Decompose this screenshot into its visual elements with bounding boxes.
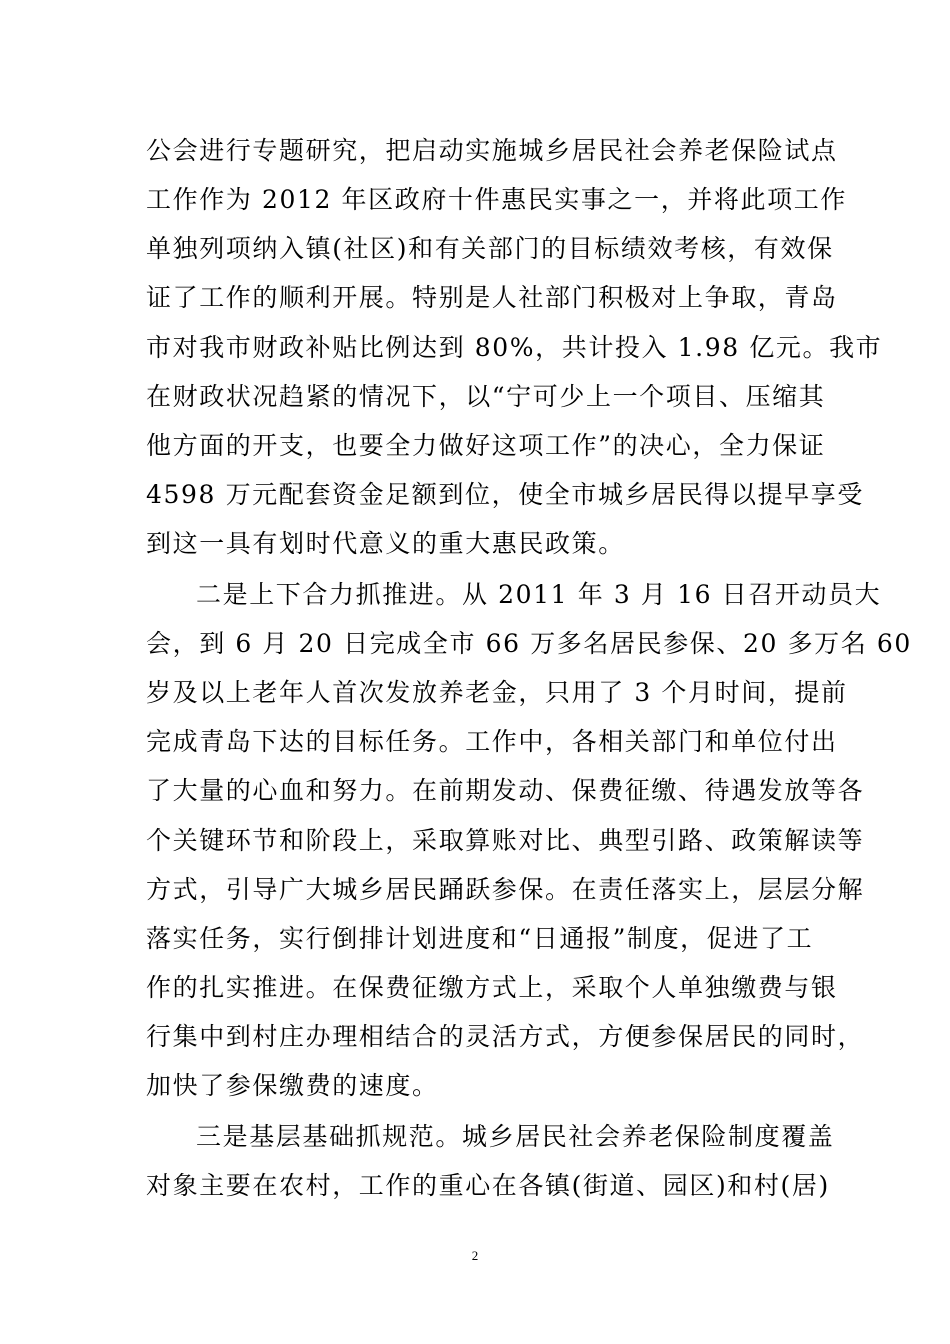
text-line: 岁及以上老年人首次发放养老金，只用了 3 个月时间，提前 — [146, 678, 848, 707]
text-line: 他方面的开支，也要全力做好这项工作”的决心，全力保证 — [146, 431, 826, 460]
text-line: 公会进行专题研究，把启动实施城乡居民社会养老保险试点 — [146, 136, 838, 165]
text-line: 工作作为 2012 年区政府十件惠民实事之一，并将此项工作 — [146, 185, 847, 214]
text-line: 单独列项纳入镇(社区)和有关部门的目标绩效考核，有效保 — [146, 234, 834, 263]
text-line: 了大量的心血和努力。在前期发动、保费征缴、待遇发放等各 — [146, 776, 865, 805]
paragraph-start-line: 二是上下合力抓推进。从 2011 年 3 月 16 日召开动员大 — [196, 580, 882, 609]
text-line: 行集中到村庄办理相结合的灵活方式，方便参保居民的同时， — [146, 1022, 865, 1051]
text-line: 证了工作的顺利开展。特别是人社部门积极对上争取，青岛 — [146, 283, 838, 312]
paragraph-start-line: 三是基层基础抓规范。城乡居民社会养老保险制度覆盖 — [196, 1122, 835, 1151]
text-line: 对象主要在农村，工作的重心在各镇(街道、园区)和村(居) — [146, 1171, 830, 1200]
text-line: 市对我市财政补贴比例达到 80%，共计投入 1.98 亿元。我市 — [146, 333, 883, 362]
text-line: 落实任务，实行倒排计划进度和“日通报”制度，促进了工 — [146, 924, 814, 953]
text-line: 方式，引导广大城乡居民踊跃参保。在责任落实上，层层分解 — [146, 875, 865, 904]
page-number: 2 — [471, 1248, 479, 1263]
text-line: 个关键环节和阶段上，采取算账对比、典型引路、政策解读等 — [146, 826, 865, 855]
text-line: 作的扎实推进。在保费征缴方式上，采取个人单独缴费与银 — [146, 973, 838, 1002]
text-line: 加快了参保缴费的速度。 — [146, 1071, 439, 1100]
text-line: 完成青岛下达的目标任务。工作中，各相关部门和单位付出 — [146, 727, 838, 756]
text-line: 在财政状况趋紧的情况下，以“宁可少上一个项目、压缩其 — [146, 382, 826, 411]
text-line: 到这一具有划时代意义的重大惠民政策。 — [146, 529, 625, 558]
text-line: 会，到 6 月 20 日完成全市 66 万多名居民参保、20 多万名 60 — [146, 629, 912, 658]
text-line: 4598 万元配套资金足额到位，使全市城乡居民得以提早享受 — [146, 480, 864, 509]
